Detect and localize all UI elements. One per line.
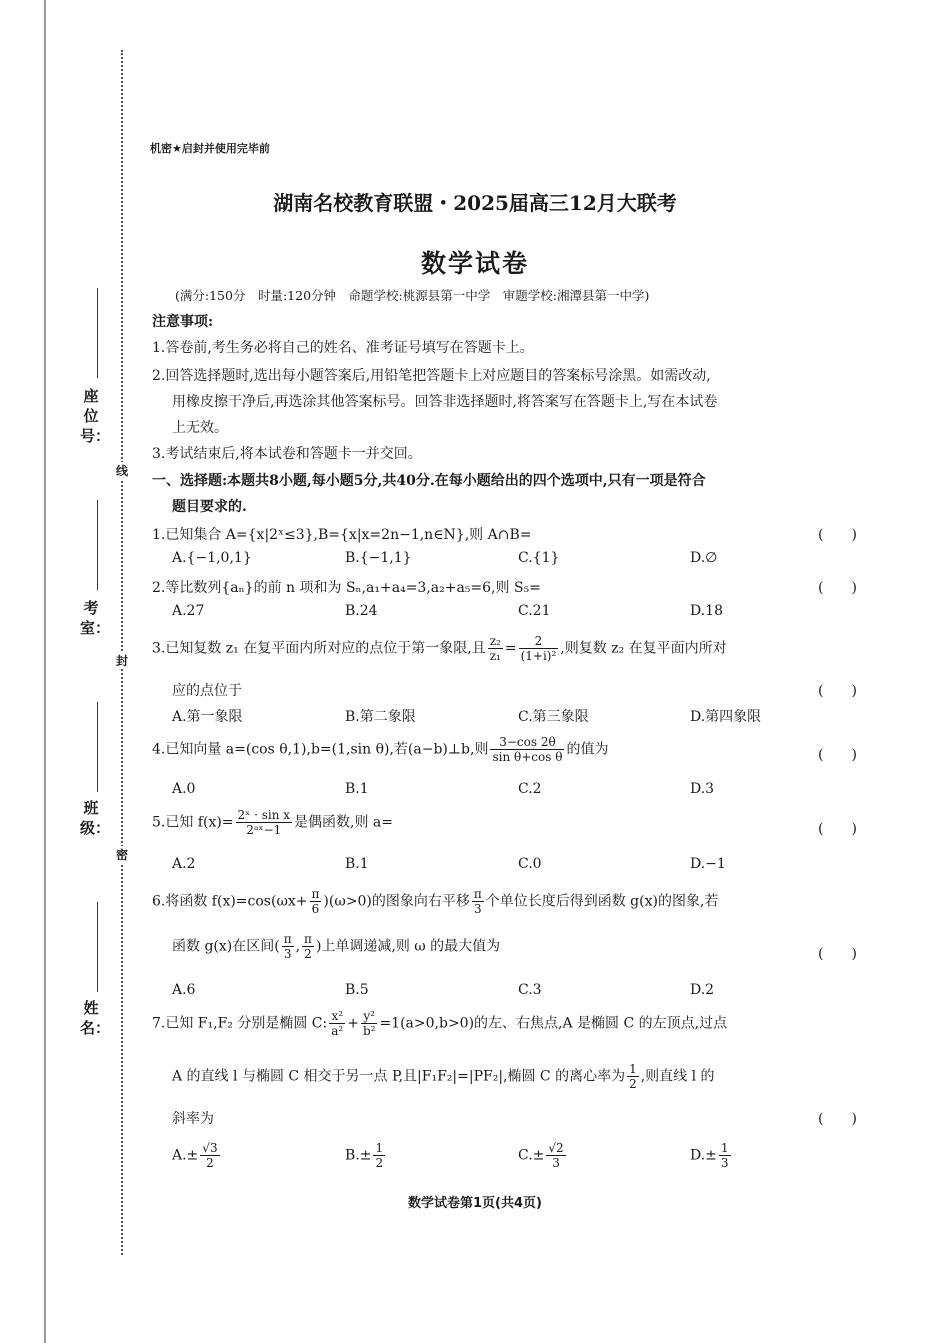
question-6-fraction-interval-right: $\frac{\pi}{2}$ bbox=[304, 932, 312, 961]
question-5-option-c: C.0 bbox=[518, 856, 542, 872]
question-3-option-d: D.第四象限 bbox=[690, 709, 762, 725]
seat-number-blank bbox=[97, 288, 98, 378]
question-4-option-c: C.2 bbox=[518, 781, 542, 797]
note-3: 3.考试结束后,将本试卷和答题卡一并交回。 bbox=[152, 446, 422, 462]
question-6-fraction-pi-3: $\frac{\pi}{3}$ bbox=[473, 887, 482, 916]
exam-room-blank bbox=[97, 500, 98, 590]
question-1-option-d: D.∅ bbox=[690, 550, 718, 566]
question-2-stem: 2.等比数列{aₙ}的前 n 项和为 Sₙ,a₁+a₄=3,a₂+a₅=6,则 S₅= bbox=[152, 580, 541, 596]
exam-info: (满分:150分 时量:120分钟 命题学校:桃源县第一中学 审题学校:湘潭县第一中学) bbox=[175, 288, 650, 303]
question-2-option-c: C.21 bbox=[518, 603, 551, 619]
question-4-option-b: B.1 bbox=[345, 781, 369, 797]
question-7-fraction-eccentricity: $\frac{1}{2}$ bbox=[629, 1062, 637, 1091]
question-3-option-c: C.第三象限 bbox=[518, 709, 589, 725]
question-7-answer-blank: ( ) bbox=[818, 1111, 857, 1127]
question-4-answer-blank: ( ) bbox=[818, 747, 857, 763]
section-heading-line2: 题目要求的. bbox=[172, 499, 247, 515]
section-heading-line1: 一、选择题:本题共8小题,每小题5分,共40分.在每小题给出的四个选项中,只有一项是符合 bbox=[152, 473, 706, 489]
note-2-line2: 用橡皮擦干净后,再选涂其他答案标号。回答非选择题时,将答案写在答题卡上,写在本试卷 bbox=[172, 394, 718, 410]
question-4-fraction: $\frac{3-\cos 2\theta}{\text{sin θ+cos θ}}$ bbox=[492, 735, 563, 764]
question-7-option-a: A.± $\frac{√3}{2}$ bbox=[172, 1141, 218, 1170]
question-3-fraction-z2-z1: $\frac{\text{z₂}}{\text{z₁}}$ bbox=[489, 634, 501, 663]
question-6-option-b: B.5 bbox=[345, 982, 369, 998]
question-5-answer-blank: ( ) bbox=[818, 821, 857, 837]
question-7-option-b: B.± $\frac{1}{2}$ bbox=[345, 1141, 384, 1170]
seal-mark-feng: 封 bbox=[115, 654, 128, 668]
question-4-stem: 4.已知向量 a=(cos θ,1),b=(1,sin θ),若(a−b)⊥b,则 $\frac{3-\cos 2\theta}{\text{sin θ+cos θ}}$ 的值为 bbox=[152, 735, 609, 764]
class-label: 班级： bbox=[80, 799, 111, 837]
question-6-stem-line1: 6.将函数 f(x)=cos(ωx+ $\frac{\pi}{6}$ )(ω>0)的图象向右平移 $\frac{\pi}{3}$ 个单位长度后得到函数 g(x)的图象,若 bbox=[152, 887, 719, 916]
name-blank bbox=[97, 902, 98, 992]
question-7-stem-line2: A 的直线 l 与椭圆 C 相交于另一点 P,且|F₁F₂|=|PF₂|,椭圆 C 的离心率为 $\frac{1}{2}$ ,则直线 l 的 bbox=[172, 1062, 715, 1091]
question-2-option-b: B.24 bbox=[345, 603, 378, 619]
question-1-stem: 1.已知集合 A={x|2ˣ≤3},B={x|x=2n−1,n∈N},则 A∩B= bbox=[152, 527, 532, 543]
class-blank bbox=[97, 702, 98, 792]
question-2-answer-blank: ( ) bbox=[818, 580, 857, 596]
question-3-option-a: A.第一象限 bbox=[172, 709, 243, 725]
question-5-stem: 5.已知 f(x)= $\frac{\text{2ˣ · sin x}}{\text{2ᵃˣ−1}}$ 是偶函数,则 a= bbox=[152, 808, 394, 837]
question-4-option-d: D.3 bbox=[690, 781, 715, 797]
question-3-stem-part2: ,则复数 z₂ 在复平面内所对 bbox=[560, 640, 727, 657]
question-5-option-a: A.2 bbox=[172, 856, 196, 872]
question-7-fraction-x2-a2: $\frac{\text{x²}}{\text{a²}}$ bbox=[331, 1009, 344, 1038]
confidential-note: 机密★启封并使用完毕前 bbox=[150, 142, 270, 155]
seal-mark-mi: 密 bbox=[115, 848, 128, 862]
question-7-stem-line3: 斜率为 bbox=[172, 1111, 214, 1127]
question-5-fraction: $\frac{\text{2ˣ · sin x}}{\text{2ᵃˣ−1}}$ bbox=[237, 808, 291, 837]
question-5-option-d: D.−1 bbox=[690, 856, 726, 872]
question-1-option-c: C.{1} bbox=[518, 550, 560, 566]
question-6-stem-line2: 函数 g(x)在区间( $\frac{\pi}{3}$ , $\frac{\pi}{2}$ )上单调递减,则 ω 的最大值为 bbox=[172, 932, 501, 961]
question-6-option-a: A.6 bbox=[172, 982, 196, 998]
question-7-option-d: D.± $\frac{1}{3}$ bbox=[690, 1141, 729, 1170]
exam-title: 湖南名校教育联盟・2025届高三12月大联考 bbox=[273, 191, 677, 215]
question-1-answer-blank: ( ) bbox=[818, 527, 857, 543]
question-1-option-a: A.{−1,0,1} bbox=[172, 550, 252, 566]
question-2-option-a: A.27 bbox=[172, 603, 205, 619]
question-3-stem-line1: 3.已知复数 z₁ 在复平面内所对应的点位于第一象限,且 $\frac{\text{z₂}}{\text{z₁}}$ = $\frac{2}{\text{(1+i)²}}$ ,则复数 z₂ 在复平面内所对 bbox=[152, 634, 727, 663]
subject-title: 数学试卷 bbox=[420, 249, 529, 278]
name-label: 姓名： bbox=[80, 999, 111, 1037]
question-3-answer-blank: ( ) bbox=[818, 683, 857, 699]
note-1: 1.答卷前,考生务必将自己的姓名、准考证号填写在答题卡上。 bbox=[152, 340, 534, 356]
question-6-option-c: C.3 bbox=[518, 982, 542, 998]
question-2-option-d: D.18 bbox=[690, 603, 723, 619]
question-5-option-b: B.1 bbox=[345, 856, 369, 872]
question-7-fraction-y2-b2: $\frac{\text{y²}}{\text{b²}}$ bbox=[362, 1009, 376, 1038]
question-1-option-b: B.{−1,1} bbox=[345, 550, 412, 566]
question-3-stem-line2: 应的点位于 bbox=[172, 683, 242, 699]
question-6-fraction-pi-6: $\frac{\pi}{6}$ bbox=[311, 887, 320, 916]
exam-room-label: 考室： bbox=[80, 599, 111, 637]
question-7-option-c: C.± $\frac{√2}{3}$ bbox=[518, 1141, 564, 1170]
seal-mark-line: 线 bbox=[115, 464, 128, 478]
question-3-stem-part1: 3.已知复数 z₁ 在复平面内所对应的点位于第一象限,且 bbox=[152, 640, 486, 657]
question-6-answer-blank: ( ) bbox=[818, 946, 857, 962]
question-6-fraction-interval-left: $\frac{\pi}{3}$ bbox=[283, 932, 292, 961]
note-2-line3: 上无效。 bbox=[172, 420, 228, 436]
question-3-fraction-2-over-1-plus-i: $\frac{2}{\text{(1+i)²}}$ bbox=[520, 634, 557, 663]
question-4-option-a: A.0 bbox=[172, 781, 196, 797]
question-3-option-b: B.第二象限 bbox=[345, 709, 416, 725]
question-7-stem-line1: 7.已知 F₁,F₂ 分别是椭圆 C: $\frac{\text{x²}}{\text{a²}}$ + $\frac{\text{y²}}{\text{b²}}$ =1(a>0,b>0)的左、右焦点,A 是椭圆 C 的左顶点,过点 bbox=[152, 1009, 728, 1038]
question-6-option-d: D.2 bbox=[690, 982, 715, 998]
note-2-line1: 2.回答选择题时,选出每小题答案后,用铅笔把答题卡上对应题目的答案标号涂黑。如需改动, bbox=[152, 368, 711, 384]
page-footer: 数学试卷第1页(共4页) bbox=[408, 1196, 542, 1211]
seat-number-label: 座位号： bbox=[80, 387, 111, 445]
notes-heading: 注意事项: bbox=[152, 314, 214, 330]
